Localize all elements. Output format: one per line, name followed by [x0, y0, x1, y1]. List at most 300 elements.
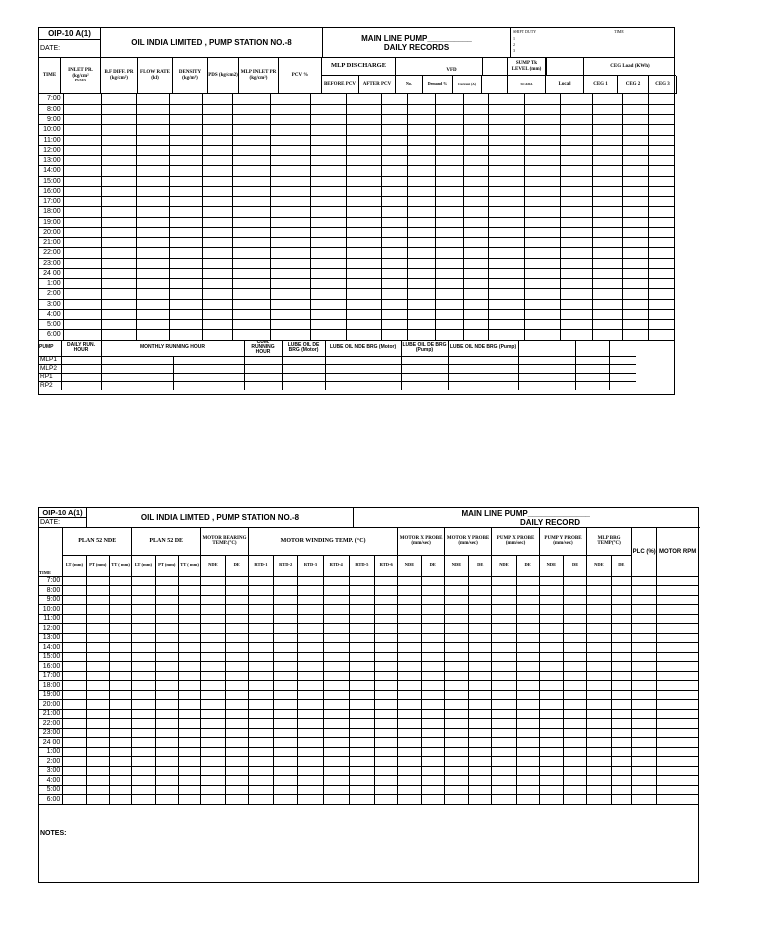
entry-cell[interactable]	[488, 320, 524, 330]
entry-cell[interactable]	[381, 299, 407, 309]
entry-cell[interactable]	[492, 681, 516, 691]
entry-cell[interactable]	[407, 309, 436, 319]
entry-cell[interactable]	[436, 238, 464, 248]
entry-cell[interactable]	[274, 671, 298, 681]
entry-cell[interactable]	[381, 217, 407, 227]
entry-cell[interactable]	[311, 104, 346, 114]
entry-cell[interactable]	[398, 795, 421, 805]
entry-cell[interactable]	[444, 595, 468, 605]
entry-cell[interactable]	[381, 279, 407, 289]
entry-cell[interactable]	[469, 785, 492, 795]
entry-cell[interactable]	[561, 135, 593, 145]
entry-cell[interactable]	[587, 671, 611, 681]
entry-cell[interactable]	[323, 690, 349, 700]
entry-cell[interactable]	[469, 595, 492, 605]
entry-cell[interactable]	[282, 356, 325, 365]
entry-cell[interactable]	[648, 238, 674, 248]
entry-cell[interactable]	[381, 268, 407, 278]
entry-cell[interactable]	[492, 633, 516, 643]
entry-cell[interactable]	[444, 709, 468, 719]
entry-cell[interactable]	[648, 145, 674, 155]
entry-cell[interactable]	[178, 690, 200, 700]
entry-cell[interactable]	[623, 330, 649, 340]
entry-cell[interactable]	[136, 135, 169, 145]
entry-cell[interactable]	[169, 156, 202, 166]
entry-cell[interactable]	[611, 614, 631, 624]
entry-cell[interactable]	[381, 186, 407, 196]
entry-cell[interactable]	[436, 94, 464, 104]
entry-cell[interactable]	[398, 700, 421, 710]
entry-cell[interactable]	[587, 633, 611, 643]
entry-cell[interactable]	[398, 719, 421, 729]
entry-cell[interactable]	[225, 738, 248, 748]
entry-cell[interactable]	[407, 258, 436, 268]
entry-cell[interactable]	[270, 104, 311, 114]
entry-cell[interactable]	[587, 776, 611, 786]
entry-cell[interactable]	[155, 747, 178, 757]
entry-cell[interactable]	[516, 624, 539, 634]
entry-cell[interactable]	[623, 248, 649, 258]
entry-cell[interactable]	[178, 795, 200, 805]
entry-cell[interactable]	[407, 227, 436, 237]
entry-cell[interactable]	[375, 719, 398, 729]
entry-cell[interactable]	[201, 757, 225, 767]
entry-cell[interactable]	[564, 662, 587, 672]
entry-cell[interactable]	[539, 605, 563, 615]
entry-cell[interactable]	[611, 586, 631, 596]
entry-cell[interactable]	[346, 268, 381, 278]
entry-cell[interactable]	[587, 719, 611, 729]
entry-cell[interactable]	[564, 586, 587, 596]
entry-cell[interactable]	[201, 595, 225, 605]
entry-cell[interactable]	[632, 662, 657, 672]
entry-cell[interactable]	[518, 382, 575, 391]
entry-cell[interactable]	[623, 289, 649, 299]
entry-cell[interactable]	[469, 586, 492, 596]
entry-cell[interactable]	[561, 94, 593, 104]
entry-cell[interactable]	[203, 299, 233, 309]
entry-cell[interactable]	[469, 700, 492, 710]
entry-cell[interactable]	[270, 238, 311, 248]
entry-cell[interactable]	[101, 248, 136, 258]
entry-cell[interactable]	[448, 373, 518, 382]
entry-cell[interactable]	[311, 135, 346, 145]
entry-cell[interactable]	[488, 156, 524, 166]
entry-cell[interactable]	[349, 605, 374, 615]
entry-cell[interactable]	[155, 700, 178, 710]
entry-cell[interactable]	[436, 207, 464, 217]
entry-cell[interactable]	[561, 125, 593, 135]
entry-cell[interactable]	[516, 595, 539, 605]
entry-cell[interactable]	[63, 624, 86, 634]
entry-cell[interactable]	[657, 766, 698, 776]
entry-cell[interactable]	[561, 227, 593, 237]
entry-cell[interactable]	[346, 258, 381, 268]
entry-cell[interactable]	[398, 595, 421, 605]
entry-cell[interactable]	[609, 356, 636, 365]
entry-cell[interactable]	[463, 197, 488, 207]
entry-cell[interactable]	[421, 662, 444, 672]
entry-cell[interactable]	[375, 738, 398, 748]
entry-cell[interactable]	[203, 309, 233, 319]
entry-cell[interactable]	[463, 258, 488, 268]
entry-cell[interactable]	[225, 614, 248, 624]
entry-cell[interactable]	[155, 624, 178, 634]
entry-cell[interactable]	[311, 309, 346, 319]
entry-cell[interactable]	[421, 643, 444, 653]
entry-cell[interactable]	[648, 186, 674, 196]
entry-cell[interactable]	[657, 681, 698, 691]
entry-cell[interactable]	[561, 279, 593, 289]
entry-cell[interactable]	[657, 738, 698, 748]
entry-cell[interactable]	[407, 125, 436, 135]
entry-cell[interactable]	[101, 268, 136, 278]
entry-cell[interactable]	[203, 156, 233, 166]
entry-cell[interactable]	[298, 719, 323, 729]
entry-cell[interactable]	[593, 145, 623, 155]
entry-cell[interactable]	[375, 624, 398, 634]
entry-cell[interactable]	[270, 135, 311, 145]
entry-cell[interactable]	[155, 728, 178, 738]
entry-cell[interactable]	[101, 145, 136, 155]
entry-cell[interactable]	[274, 795, 298, 805]
entry-cell[interactable]	[564, 633, 587, 643]
entry-cell[interactable]	[349, 757, 374, 767]
entry-cell[interactable]	[311, 217, 346, 227]
entry-cell[interactable]	[657, 643, 698, 653]
entry-cell[interactable]	[421, 738, 444, 748]
entry-cell[interactable]	[648, 176, 674, 186]
entry-cell[interactable]	[401, 356, 448, 365]
entry-cell[interactable]	[632, 700, 657, 710]
entry-cell[interactable]	[203, 227, 233, 237]
entry-cell[interactable]	[525, 145, 561, 155]
entry-cell[interactable]	[349, 576, 374, 586]
entry-cell[interactable]	[623, 156, 649, 166]
entry-cell[interactable]	[155, 738, 178, 748]
entry-cell[interactable]	[298, 690, 323, 700]
entry-cell[interactable]	[346, 104, 381, 114]
entry-cell[interactable]	[516, 643, 539, 653]
entry-cell[interactable]	[325, 365, 401, 374]
entry-cell[interactable]	[381, 289, 407, 299]
entry-cell[interactable]	[516, 719, 539, 729]
entry-cell[interactable]	[201, 709, 225, 719]
entry-cell[interactable]	[349, 785, 374, 795]
entry-cell[interactable]	[270, 166, 311, 176]
entry-cell[interactable]	[632, 576, 657, 586]
entry-cell[interactable]	[282, 365, 325, 374]
entry-cell[interactable]	[375, 643, 398, 653]
entry-cell[interactable]	[203, 330, 233, 340]
entry-cell[interactable]	[525, 125, 561, 135]
entry-cell[interactable]	[248, 586, 273, 596]
entry-cell[interactable]	[203, 238, 233, 248]
entry-cell[interactable]	[488, 207, 524, 217]
entry-cell[interactable]	[136, 207, 169, 217]
entry-cell[interactable]	[587, 757, 611, 767]
entry-cell[interactable]	[564, 671, 587, 681]
entry-cell[interactable]	[270, 279, 311, 289]
entry-cell[interactable]	[349, 700, 374, 710]
entry-cell[interactable]	[398, 671, 421, 681]
entry-cell[interactable]	[539, 719, 563, 729]
entry-cell[interactable]	[248, 605, 273, 615]
entry-cell[interactable]	[63, 776, 86, 786]
entry-cell[interactable]	[270, 268, 311, 278]
entry-cell[interactable]	[657, 700, 698, 710]
entry-cell[interactable]	[86, 586, 109, 596]
entry-cell[interactable]	[178, 747, 200, 757]
entry-cell[interactable]	[349, 738, 374, 748]
entry-cell[interactable]	[421, 624, 444, 634]
entry-cell[interactable]	[132, 785, 155, 795]
entry-cell[interactable]	[169, 207, 202, 217]
entry-cell[interactable]	[421, 605, 444, 615]
entry-cell[interactable]	[136, 330, 169, 340]
entry-cell[interactable]	[311, 279, 346, 289]
entry-cell[interactable]	[169, 94, 202, 104]
entry-cell[interactable]	[109, 595, 131, 605]
entry-cell[interactable]	[101, 207, 136, 217]
entry-cell[interactable]	[248, 795, 273, 805]
entry-cell[interactable]	[109, 671, 131, 681]
entry-cell[interactable]	[101, 125, 136, 135]
entry-cell[interactable]	[169, 135, 202, 145]
entry-cell[interactable]	[86, 614, 109, 624]
entry-cell[interactable]	[381, 125, 407, 135]
entry-cell[interactable]	[323, 652, 349, 662]
entry-cell[interactable]	[632, 624, 657, 634]
entry-cell[interactable]	[561, 186, 593, 196]
entry-cell[interactable]	[381, 176, 407, 186]
entry-cell[interactable]	[525, 207, 561, 217]
entry-cell[interactable]	[657, 652, 698, 662]
entry-cell[interactable]	[381, 227, 407, 237]
entry-cell[interactable]	[436, 248, 464, 258]
entry-cell[interactable]	[178, 662, 200, 672]
entry-cell[interactable]	[407, 248, 436, 258]
entry-cell[interactable]	[623, 125, 649, 135]
entry-cell[interactable]	[632, 595, 657, 605]
entry-cell[interactable]	[203, 289, 233, 299]
entry-cell[interactable]	[109, 728, 131, 738]
entry-cell[interactable]	[539, 643, 563, 653]
entry-cell[interactable]	[298, 643, 323, 653]
entry-cell[interactable]	[488, 186, 524, 196]
entry-cell[interactable]	[155, 681, 178, 691]
entry-cell[interactable]	[657, 795, 698, 805]
entry-cell[interactable]	[488, 258, 524, 268]
entry-cell[interactable]	[346, 289, 381, 299]
entry-cell[interactable]	[63, 94, 101, 104]
entry-cell[interactable]	[136, 258, 169, 268]
entry-cell[interactable]	[136, 145, 169, 155]
entry-cell[interactable]	[381, 207, 407, 217]
entry-cell[interactable]	[248, 633, 273, 643]
entry-cell[interactable]	[632, 633, 657, 643]
entry-cell[interactable]	[469, 652, 492, 662]
entry-cell[interactable]	[421, 652, 444, 662]
entry-cell[interactable]	[101, 330, 136, 340]
entry-cell[interactable]	[225, 586, 248, 596]
entry-cell[interactable]	[203, 145, 233, 155]
entry-cell[interactable]	[101, 104, 136, 114]
entry-cell[interactable]	[173, 373, 244, 382]
entry-cell[interactable]	[225, 662, 248, 672]
entry-cell[interactable]	[323, 643, 349, 653]
entry-cell[interactable]	[444, 586, 468, 596]
entry-cell[interactable]	[516, 681, 539, 691]
entry-cell[interactable]	[155, 652, 178, 662]
entry-cell[interactable]	[421, 747, 444, 757]
entry-cell[interactable]	[436, 330, 464, 340]
entry-cell[interactable]	[623, 197, 649, 207]
entry-cell[interactable]	[463, 309, 488, 319]
entry-cell[interactable]	[349, 614, 374, 624]
entry-cell[interactable]	[274, 662, 298, 672]
entry-cell[interactable]	[539, 576, 563, 586]
entry-cell[interactable]	[488, 268, 524, 278]
entry-cell[interactable]	[349, 719, 374, 729]
entry-cell[interactable]	[561, 320, 593, 330]
entry-cell[interactable]	[375, 700, 398, 710]
entry-cell[interactable]	[346, 115, 381, 125]
entry-cell[interactable]	[421, 633, 444, 643]
entry-cell[interactable]	[132, 595, 155, 605]
entry-cell[interactable]	[349, 643, 374, 653]
entry-cell[interactable]	[648, 258, 674, 268]
entry-cell[interactable]	[407, 268, 436, 278]
entry-cell[interactable]	[132, 586, 155, 596]
entry-cell[interactable]	[407, 197, 436, 207]
entry-cell[interactable]	[132, 728, 155, 738]
entry-cell[interactable]	[648, 320, 674, 330]
entry-cell[interactable]	[346, 197, 381, 207]
entry-cell[interactable]	[346, 299, 381, 309]
entry-cell[interactable]	[492, 662, 516, 672]
entry-cell[interactable]	[136, 176, 169, 186]
entry-cell[interactable]	[407, 207, 436, 217]
entry-cell[interactable]	[155, 633, 178, 643]
entry-cell[interactable]	[63, 662, 86, 672]
entry-cell[interactable]	[436, 135, 464, 145]
entry-cell[interactable]	[298, 605, 323, 615]
entry-cell[interactable]	[203, 176, 233, 186]
entry-cell[interactable]	[444, 633, 468, 643]
entry-cell[interactable]	[632, 605, 657, 615]
entry-cell[interactable]	[407, 145, 436, 155]
entry-cell[interactable]	[63, 248, 101, 258]
entry-cell[interactable]	[436, 299, 464, 309]
entry-cell[interactable]	[375, 595, 398, 605]
entry-cell[interactable]	[323, 614, 349, 624]
entry-cell[interactable]	[632, 652, 657, 662]
entry-cell[interactable]	[311, 248, 346, 258]
entry-cell[interactable]	[632, 614, 657, 624]
entry-cell[interactable]	[178, 586, 200, 596]
entry-cell[interactable]	[632, 643, 657, 653]
entry-cell[interactable]	[407, 279, 436, 289]
entry-cell[interactable]	[407, 289, 436, 299]
entry-cell[interactable]	[173, 382, 244, 391]
entry-cell[interactable]	[421, 671, 444, 681]
entry-cell[interactable]	[155, 614, 178, 624]
entry-cell[interactable]	[407, 299, 436, 309]
entry-cell[interactable]	[539, 728, 563, 738]
entry-cell[interactable]	[225, 719, 248, 729]
entry-cell[interactable]	[525, 135, 561, 145]
entry-cell[interactable]	[623, 94, 649, 104]
entry-cell[interactable]	[444, 614, 468, 624]
entry-cell[interactable]	[525, 217, 561, 227]
entry-cell[interactable]	[587, 643, 611, 653]
entry-cell[interactable]	[109, 614, 131, 624]
entry-cell[interactable]	[178, 738, 200, 748]
entry-cell[interactable]	[298, 776, 323, 786]
entry-cell[interactable]	[587, 681, 611, 691]
entry-cell[interactable]	[201, 747, 225, 757]
entry-cell[interactable]	[155, 576, 178, 586]
entry-cell[interactable]	[436, 176, 464, 186]
entry-cell[interactable]	[593, 94, 623, 104]
entry-cell[interactable]	[623, 115, 649, 125]
entry-cell[interactable]	[86, 709, 109, 719]
entry-cell[interactable]	[398, 681, 421, 691]
entry-cell[interactable]	[381, 309, 407, 319]
entry-cell[interactable]	[203, 115, 233, 125]
entry-cell[interactable]	[436, 166, 464, 176]
entry-cell[interactable]	[109, 624, 131, 634]
entry-cell[interactable]	[492, 757, 516, 767]
entry-cell[interactable]	[109, 586, 131, 596]
entry-cell[interactable]	[136, 166, 169, 176]
entry-cell[interactable]	[421, 576, 444, 586]
entry-cell[interactable]	[63, 766, 86, 776]
entry-cell[interactable]	[488, 299, 524, 309]
entry-cell[interactable]	[298, 614, 323, 624]
entry-cell[interactable]	[448, 365, 518, 374]
entry-cell[interactable]	[201, 719, 225, 729]
entry-cell[interactable]	[648, 104, 674, 114]
entry-cell[interactable]	[516, 576, 539, 586]
entry-cell[interactable]	[539, 757, 563, 767]
entry-cell[interactable]	[63, 728, 86, 738]
entry-cell[interactable]	[232, 166, 270, 176]
entry-cell[interactable]	[407, 320, 436, 330]
entry-cell[interactable]	[132, 719, 155, 729]
entry-cell[interactable]	[516, 747, 539, 757]
entry-cell[interactable]	[632, 728, 657, 738]
entry-cell[interactable]	[488, 289, 524, 299]
entry-cell[interactable]	[593, 135, 623, 145]
entry-cell[interactable]	[155, 719, 178, 729]
entry-cell[interactable]	[587, 709, 611, 719]
entry-cell[interactable]	[375, 690, 398, 700]
entry-cell[interactable]	[561, 258, 593, 268]
entry-cell[interactable]	[274, 776, 298, 786]
entry-cell[interactable]	[421, 709, 444, 719]
entry-cell[interactable]	[611, 776, 631, 786]
entry-cell[interactable]	[609, 373, 636, 382]
entry-cell[interactable]	[274, 738, 298, 748]
entry-cell[interactable]	[203, 217, 233, 227]
entry-cell[interactable]	[525, 268, 561, 278]
entry-cell[interactable]	[375, 576, 398, 586]
entry-cell[interactable]	[346, 145, 381, 155]
entry-cell[interactable]	[225, 709, 248, 719]
entry-cell[interactable]	[232, 197, 270, 207]
